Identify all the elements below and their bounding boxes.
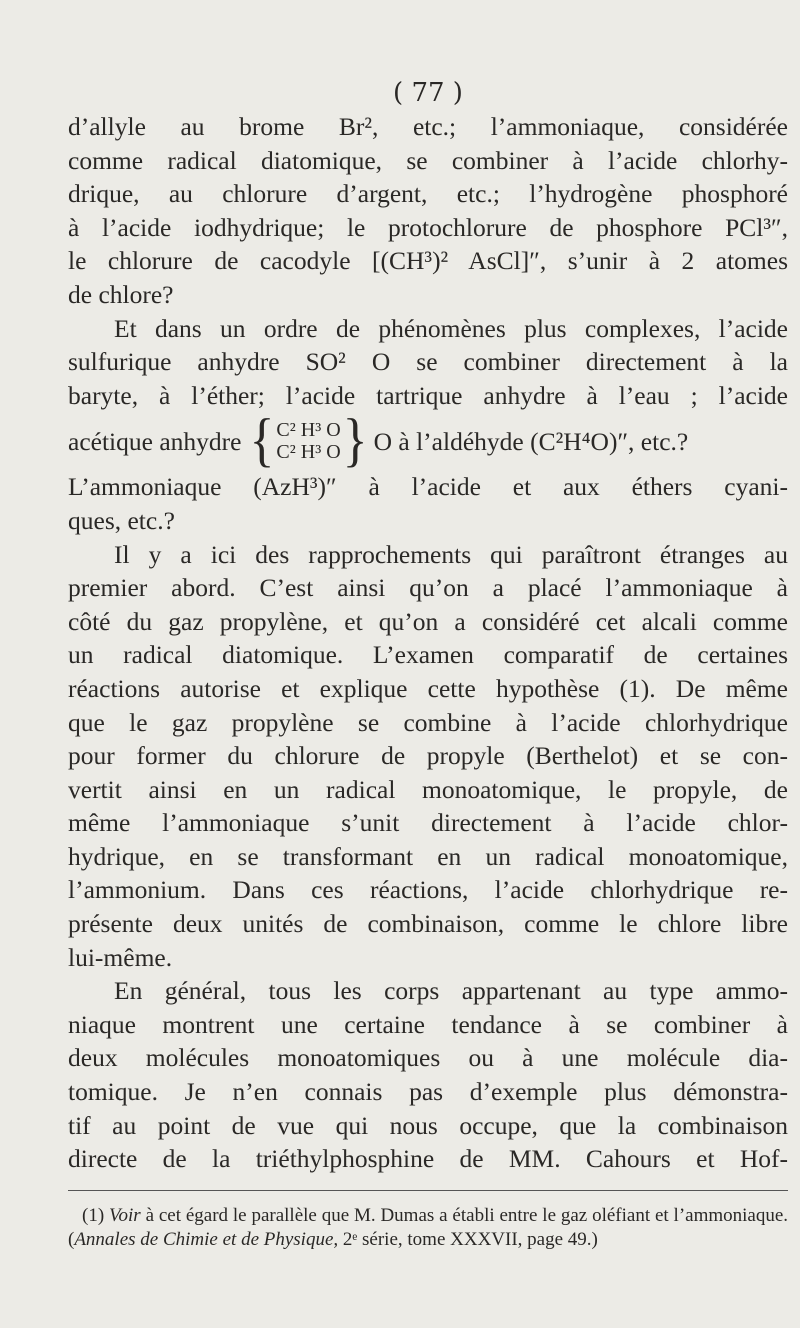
book-page xyxy=(68,0,788,1328)
text-line: tif au point de vue qui nous occupe, que la combinaison xyxy=(68,1110,788,1140)
text-line: L’ammoniaque (AzH³)″ à l’acide et aux éthers cyani- xyxy=(68,472,788,502)
main-text xyxy=(68,110,788,1176)
text-line: côté du gaz propylène, et qu’on a considéré cet alcali comme xyxy=(68,606,788,636)
text-line: vertit ainsi en un radical monoatomique, le propyle, de xyxy=(68,774,788,804)
footnote-line: à cet égard le parallèle que M. Dumas a établi entre le gaz xyxy=(145,1205,588,1226)
page-number: ( 77 ) xyxy=(393,78,463,108)
paragraph-2 xyxy=(68,312,788,538)
text-line: niaque montrent une certaine tendance à se combiner à xyxy=(68,1009,788,1039)
footnote-text xyxy=(68,1204,788,1252)
footnote-divider xyxy=(68,1190,788,1191)
right-brace-icon: } xyxy=(342,407,368,474)
text-line: hydrique, en se transformant en un radical monoatomique, xyxy=(68,841,788,871)
text-line: comme radical diatomique, se combiner à l’acide chlorhy- xyxy=(68,145,788,175)
footnote-series: 2ᵉ série, xyxy=(342,1229,403,1250)
left-brace-icon: { xyxy=(249,407,275,474)
footnote-line: tome XXXVII, page 49.) xyxy=(407,1229,598,1250)
paragraph-3 xyxy=(68,538,788,975)
formula-stack xyxy=(276,419,340,463)
text-line: présente deux unités de combinaison, comme le chlore libre xyxy=(68,909,788,939)
text-line: que le gaz propylène se combine à l’acide chlorhydrique xyxy=(68,707,788,737)
text-line: tomique. Je n’en connais pas d’exemple plus démonstra- xyxy=(68,1077,788,1107)
text-line: deux molécules monoatomiques ou à une molécule dia- xyxy=(68,1043,788,1073)
footnote-marker: (1) xyxy=(82,1205,105,1226)
text-line: l’ammonium. Dans ces réactions, l’acide chlorhydrique re- xyxy=(68,875,788,905)
text-line: pour former du chlorure de propyle (Berthelot) et se con- xyxy=(68,741,788,771)
footnote-journal-title: Annales de Chimie et de Physique, xyxy=(74,1229,339,1250)
text-line: de chlore? xyxy=(68,279,174,309)
text-line: ques, etc.? xyxy=(68,505,175,535)
formula-top: C² H³ O xyxy=(276,419,341,442)
footnote-line: oléfiant et l’ammoniaque. ( xyxy=(68,1205,789,1250)
text-line: à l’acide iodhydrique; le protochlorure de phosphore PCl³″, xyxy=(68,212,788,242)
paragraph-1 xyxy=(68,110,788,312)
formula-bottom: C² H³ O xyxy=(276,441,341,464)
text-line: Il y a ici des rapprochements qui paraîtront étranges au xyxy=(114,539,788,569)
text-line: d’allyle au brome Br², etc.; l’ammoniaque, considérée xyxy=(68,112,788,141)
text-line: un radical diatomique. L’examen comparatif de certaines xyxy=(68,640,788,670)
text-line: sulfurique anhydre SO² O se combiner directement à la xyxy=(68,347,788,377)
text-line: premier abord. C’est ainsi qu’on a placé l’ammoniaque à xyxy=(68,573,788,603)
text-line: même l’ammoniaque s’unit directement à l’acide chlor- xyxy=(68,808,788,838)
text-line: le chlorure de cacodyle [(CH³)² AsCl]″, s’unir à 2 atomes xyxy=(68,246,788,276)
text-line: réactions autorise et explique cette hypothèse (1). De même xyxy=(68,673,788,703)
footnote xyxy=(68,1204,788,1252)
text-line: directe de la triéthylphosphine de MM. Cahours et Hof- xyxy=(68,1144,788,1174)
footnote-italic-voir: Voir xyxy=(109,1205,141,1226)
text-line: En général, tous les corps appartenant au type ammo- xyxy=(114,976,788,1006)
formula-line xyxy=(68,407,788,474)
text-line: baryte, à l’éther; l’acide tartrique anhydre à l’eau ; l’acide xyxy=(68,380,788,410)
paragraph-4 xyxy=(68,974,788,1176)
text-line: Et dans un ordre de phénomènes plus complexes, l’acide xyxy=(114,313,788,343)
text-line: drique, au chlorure d’argent, etc.; l’hydrogène phosphoré xyxy=(68,179,788,209)
text-line: lui-même. xyxy=(68,942,173,972)
formula-prefix: acétique anhydre xyxy=(68,426,242,456)
formula-suffix: O à l’aldéhyde (C²H⁴O)″, etc.? xyxy=(373,426,689,456)
